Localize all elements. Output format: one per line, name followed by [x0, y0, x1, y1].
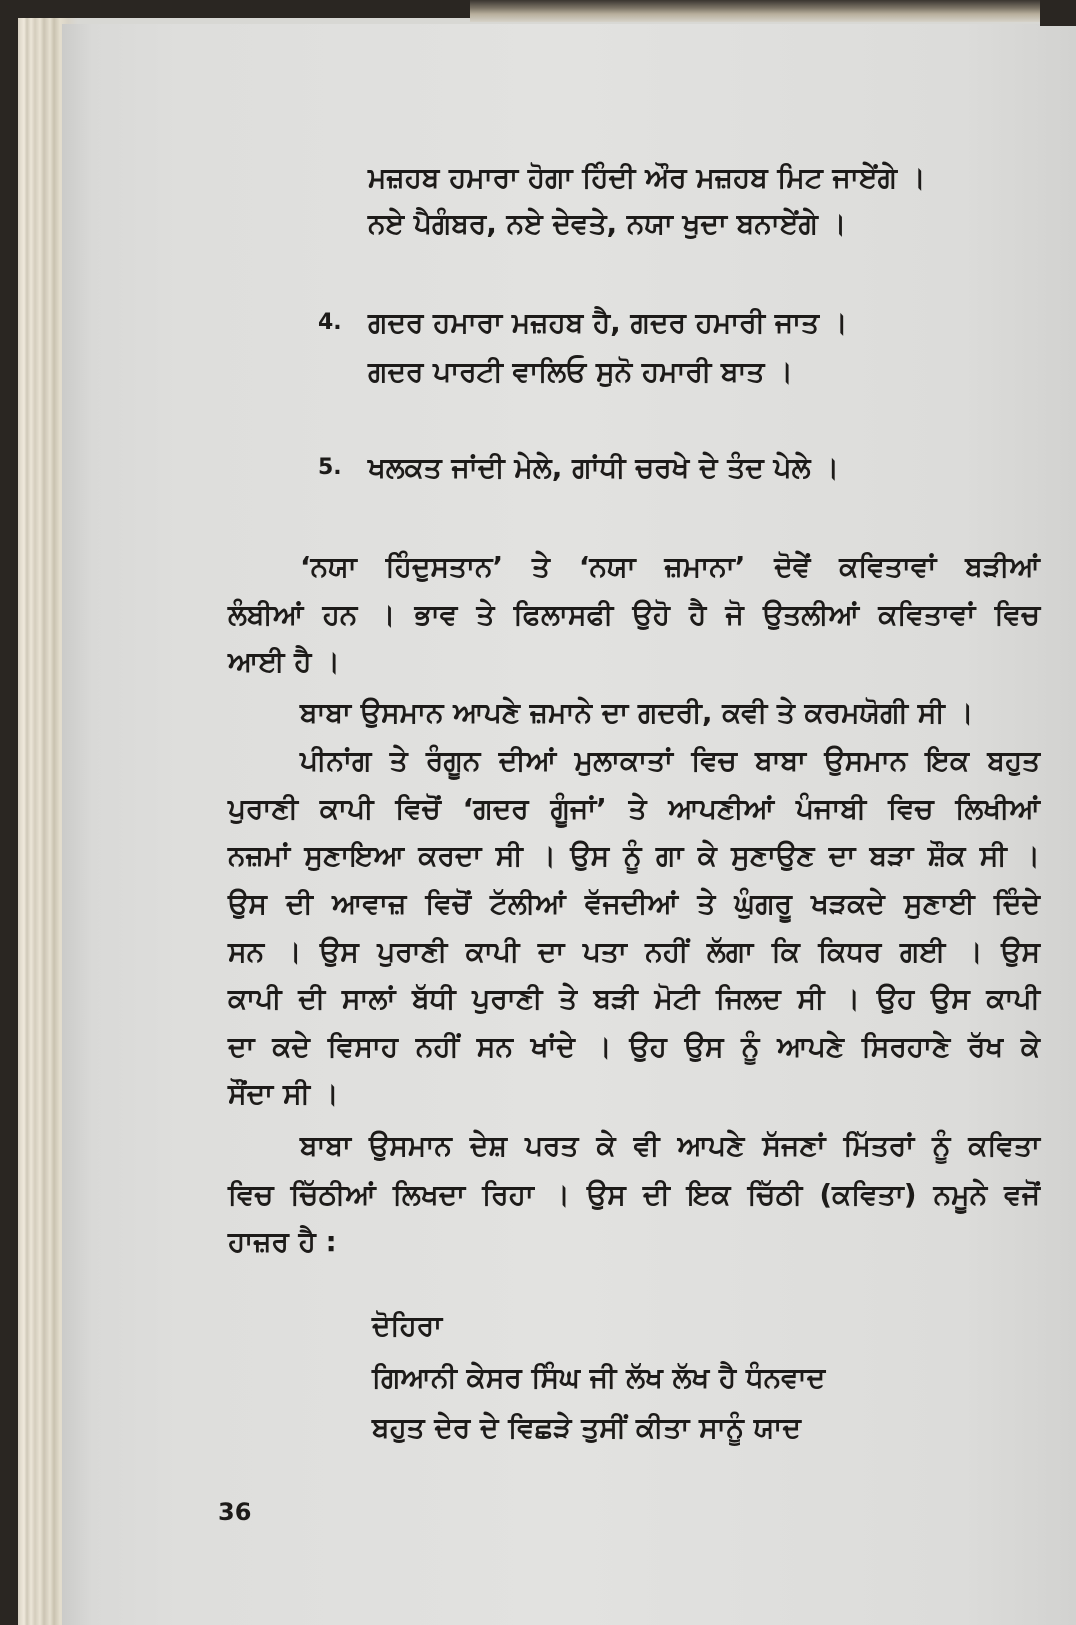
paragraph-line: ਲੰਬੀਆਂ ਹਨ । ਭਾਵ ਤੇ ਫਿਲਾਸਫੀ ਉਹੋ ਹੈ ਜੋ ਉਤਲੀਆਂ ਕਵਿਤਾਵਾਂ ਵਿਚ	[228, 598, 1040, 631]
verse-line: ਬਹੁਤ ਦੇਰ ਦੇ ਵਿਛੜੇ ਤੁਸੀਂ ਕੀਤਾ ਸਾਨੂੰ ਯਾਦ	[372, 1411, 801, 1444]
paragraph-line: ਬਾਬਾ ਉਸਮਾਨ ਆਪਣੇ ਜ਼ਮਾਨੇ ਦਾ ਗਦਰੀ, ਕਵੀ ਤੇ ਕਰਮਯੋਗੀ ਸੀ ।	[300, 696, 974, 729]
paragraph-line: ਪੀਨਾਂਗ ਤੇ ਰੰਗੂਨ ਦੀਆਂ ਮੁਲਾਕਾਤਾਂ ਵਿਚ ਬਾਬਾ ਉਸਮਾਨ ਇਕ ਬਹੁਤ	[300, 744, 1040, 777]
paragraph-line: ਸੌਂਦਾ ਸੀ ।	[228, 1077, 339, 1110]
paragraph-line: ‘ਨਯਾ ਹਿੰਦੁਸਤਾਨ’ ਤੇ ‘ਨਯਾ ਜ਼ਮਾਨਾ’ ਦੋਵੇਂ ਕਵਿਤਾਵਾਂ ਬੜੀਆਂ	[300, 550, 1040, 583]
verse-line: ਖਲਕਤ ਜਾਂਦੀ ਮੇਲੇ, ਗਾਂਧੀ ਚਰਖੇ ਦੇ ਤੰਦ ਪੇਲੇ ।	[368, 451, 840, 484]
paragraph-line: ਹਾਜ਼ਰ ਹੈ :	[228, 1225, 337, 1258]
paragraph-line: ਪੁਰਾਣੀ ਕਾਪੀ ਵਿਚੋਂ ‘ਗਦਰ ਗੂੰਜਾਂ’ ਤੇ ਆਪਣੀਆਂ ਪੰਜਾਬੀ ਵਿਚ ਲਿਖੀਆਂ	[228, 792, 1040, 825]
paragraph-line: ਉਸ ਦੀ ਆਵਾਜ਼ ਵਿਚੋਂ ਟੱਲੀਆਂ ਵੱਜਦੀਆਂ ਤੇ ਘੁੰਗਰੂ ਖੜਕਦੇ ਸੁਣਾਈ ਦਿੰਦੇ	[228, 887, 1040, 920]
doha-heading: ਦੋਹਿਰਾ	[372, 1309, 443, 1342]
verse-line: ਮਜ਼ਹਬ ਹਮਾਰਾ ਹੋਗਾ ਹਿੰਦੀ ਔਰ ਮਜ਼ਹਬ ਮਿਟ ਜਾਏਂਗੇ ।	[368, 161, 926, 194]
verse-line: ਗਿਆਨੀ ਕੇਸਰ ਸਿੰਘ ਜੀ ਲੱਖ ਲੱਖ ਹੈ ਧੰਨਵਾਦ	[372, 1361, 826, 1394]
paragraph-line: ਕਾਪੀ ਦੀ ਸਾਲਾਂ ਬੱਧੀ ਪੁਰਾਣੀ ਤੇ ਬੜੀ ਮੋਟੀ ਜਿਲਦ ਸੀ । ਉਹ ਉਸ ਕਾਪੀ	[228, 982, 1040, 1015]
verse-line: ਨਏ ਪੈਗੰਬਰ, ਨਏ ਦੇਵਤੇ, ਨਯਾ ਖੁਦਾ ਬਨਾਏਂਗੇ ।	[368, 207, 847, 240]
paragraph-line: ਬਾਬਾ ਉਸਮਾਨ ਦੇਸ਼ ਪਰਤ ਕੇ ਵੀ ਆਪਣੇ ਸੱਜਣਾਂ ਮਿੱਤਰਾਂ ਨੂੰ ਕਵਿਤਾ	[300, 1129, 1040, 1162]
paragraph-line: ਵਿਚ ਚਿੱਠੀਆਂ ਲਿਖਦਾ ਰਿਹਾ । ਉਸ ਦੀ ਇਕ ਚਿੱਠੀ (ਕਵਿਤਾ) ਨਮੂਨੇ ਵਜੋਂ	[228, 1178, 1040, 1211]
verse-number: 4.	[318, 310, 342, 335]
verse-line: ਗਦਰ ਹਮਾਰਾ ਮਜ਼ਹਬ ਹੈ, ਗਦਰ ਹਮਾਰੀ ਜਾਤ ।	[368, 306, 848, 339]
background-corner	[1040, 0, 1076, 26]
cover-edge	[470, 0, 1076, 22]
page-number: 36	[218, 1498, 252, 1526]
paragraph-line: ਸਨ । ਉਸ ਪੁਰਾਣੀ ਕਾਪੀ ਦਾ ਪਤਾ ਨਹੀਂ ਲੱਗਾ ਕਿ ਕਿਧਰ ਗਈ । ਉਸ	[228, 935, 1040, 968]
verse-number: 5.	[318, 455, 342, 480]
paragraph-line: ਨਜ਼ਮਾਂ ਸੁਣਾਇਆ ਕਰਦਾ ਸੀ । ਉਸ ਨੂੰ ਗਾ ਕੇ ਸੁਣਾਉਣ ਦਾ ਬੜਾ ਸ਼ੌਕ ਸੀ ।	[228, 839, 1040, 872]
verse-line: ਗਦਰ ਪਾਰਟੀ ਵਾਲਿਓ ਸੁਨੋ ਹਮਾਰੀ ਬਾਤ ।	[368, 355, 794, 388]
paragraph-line: ਆਈ ਹੈ ।	[228, 645, 341, 678]
paragraph-line: ਦਾ ਕਦੇ ਵਿਸਾਹ ਨਹੀਂ ਸਨ ਖਾਂਦੇ । ਉਹ ਉਸ ਨੂੰ ਆਪਣੇ ਸਿਰਹਾਣੇ ਰੱਖ ਕੇ	[228, 1030, 1040, 1063]
